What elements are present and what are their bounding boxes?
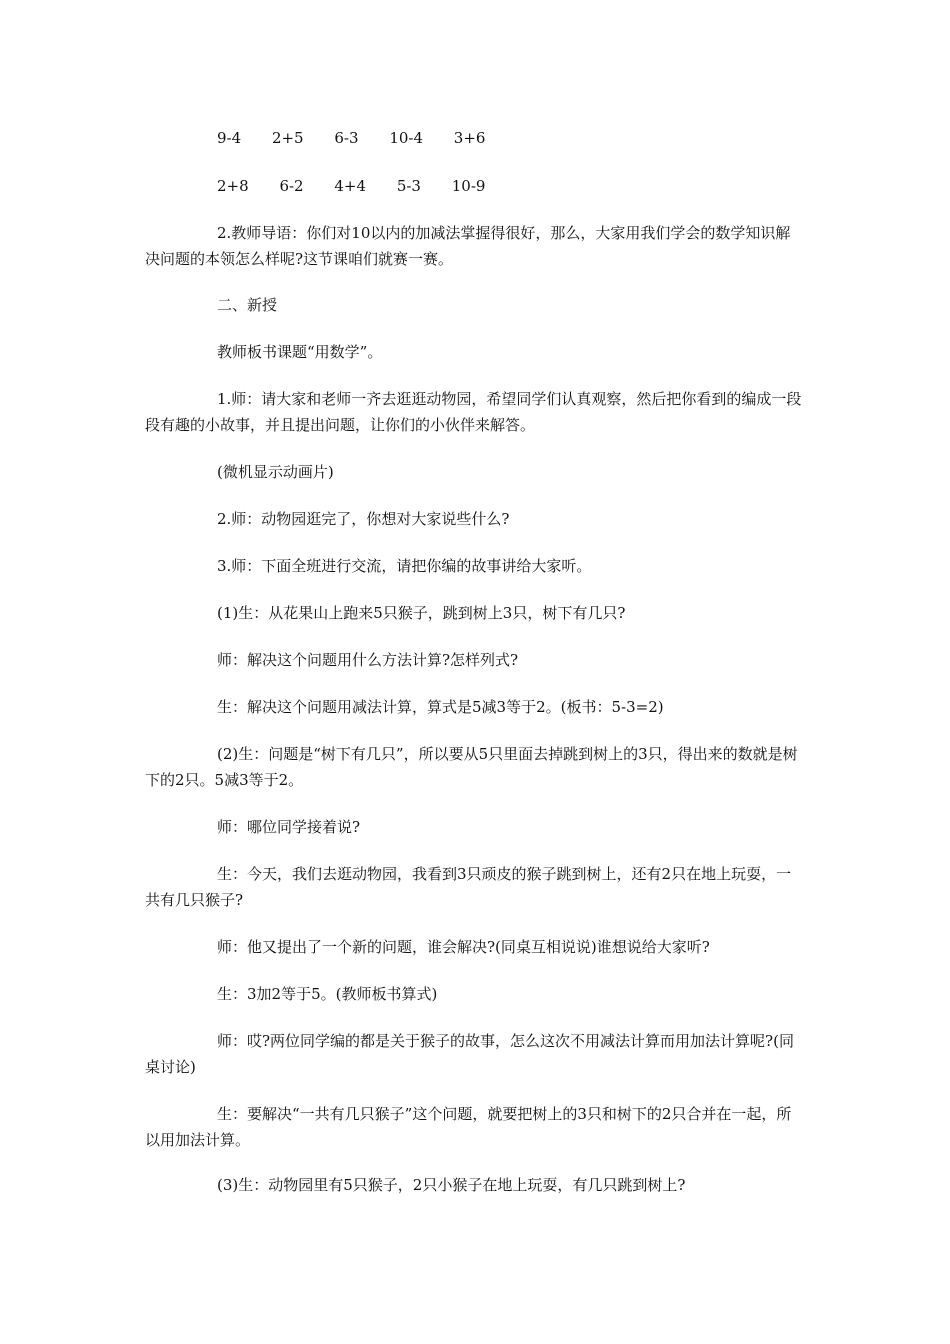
math-expression: 3+6 [453,129,486,147]
paragraph-3-3: (3)生：动物园里有5只猴子，2只小猴子在地上玩耍，有几只跳到树上? [217,1176,686,1194]
paragraph-student-addition: 生：3加2等于5。(教师板书算式) [217,985,438,1003]
paragraph-teacher-question: 师：解决这个问题用什么方法计算?怎样列式? [217,651,519,669]
paragraph-teacher-intro [145,220,805,272]
math-expression: 2+5 [271,129,304,147]
math-row-1 [217,128,511,148]
paragraph-board-title: 教师板书课题“用数学”。 [217,343,383,361]
paragraph-text: 师：哎?两位同学编的都是关于猴子的故事，怎么这次不用减法计算而用加法计算呢?(同桌讨论) [145,1032,794,1076]
math-expression: 6-2 [279,177,304,195]
paragraph-1 [145,386,805,438]
paragraph-teacher-why [145,1028,805,1080]
paragraph-text: 生：要解决“一共有几只猴子”这个问题，就要把树上的3只和树下的2只合并在一起，所以用加法计算。 [145,1105,792,1149]
paragraph-text: (2)生：问题是“树下有几只”，所以要从5只里面去掉跳到树上的3只，得出来的数就是树下的2只。5减3等于2。 [145,745,798,789]
paragraph-text: 2.教师导语：你们对10以内的加减法掌握得很好，那么，大家用我们学会的数学知识解决问题的本领怎么样呢?这节课咱们就赛一赛。 [145,224,791,268]
paragraph-teacher-new-question: 师：他又提出了一个新的问题，谁会解决?(同桌互相说说)谁想说给大家听? [217,938,710,956]
math-expression: 9-4 [217,129,242,147]
paragraph-student-answer: 生：解决这个问题用减法计算，算式是5减3等于2。(板书：5-3=2) [217,698,664,716]
paragraph-2: 2.师：动物园逛完了，你想对大家说些什么? [217,510,510,528]
section-heading-new: 二、新授 [217,296,278,314]
math-row-2 [217,176,511,196]
paragraph-student-reason [145,1101,805,1153]
math-expression: 10-4 [389,129,424,147]
paragraph-text: 1.师：请大家和老师一齐去逛逛动物园，希望同学们认真观察，然后把你看到的编成一段段有趣的小故事，并且提出问题，让你们的小伙伴来解答。 [145,390,802,434]
paragraph-3: 3.师：下面全班进行交流，请把你编的故事讲给大家听。 [217,557,592,575]
paragraph-text: 生：今天，我们去逛动物园，我看到3只顽皮的猴子跳到树上，还有2只在地上玩耍，一共有几只猴子? [145,865,792,909]
paragraph-3-1: (1)生：从花果山上跑来5只猴子，跳到树上3只，树下有几只? [217,604,626,622]
math-expression: 4+4 [334,177,367,195]
paragraph-teacher-next: 师：哪位同学接着说? [217,818,361,836]
math-expression: 6-3 [334,129,359,147]
paragraph-3-2 [145,741,805,793]
paragraph-animation: (微机显示动画片) [217,463,334,481]
math-expression: 5-3 [396,177,421,195]
math-expression: 2+8 [217,177,249,195]
math-expression: 10-9 [451,177,486,195]
paragraph-student-story [145,861,805,913]
